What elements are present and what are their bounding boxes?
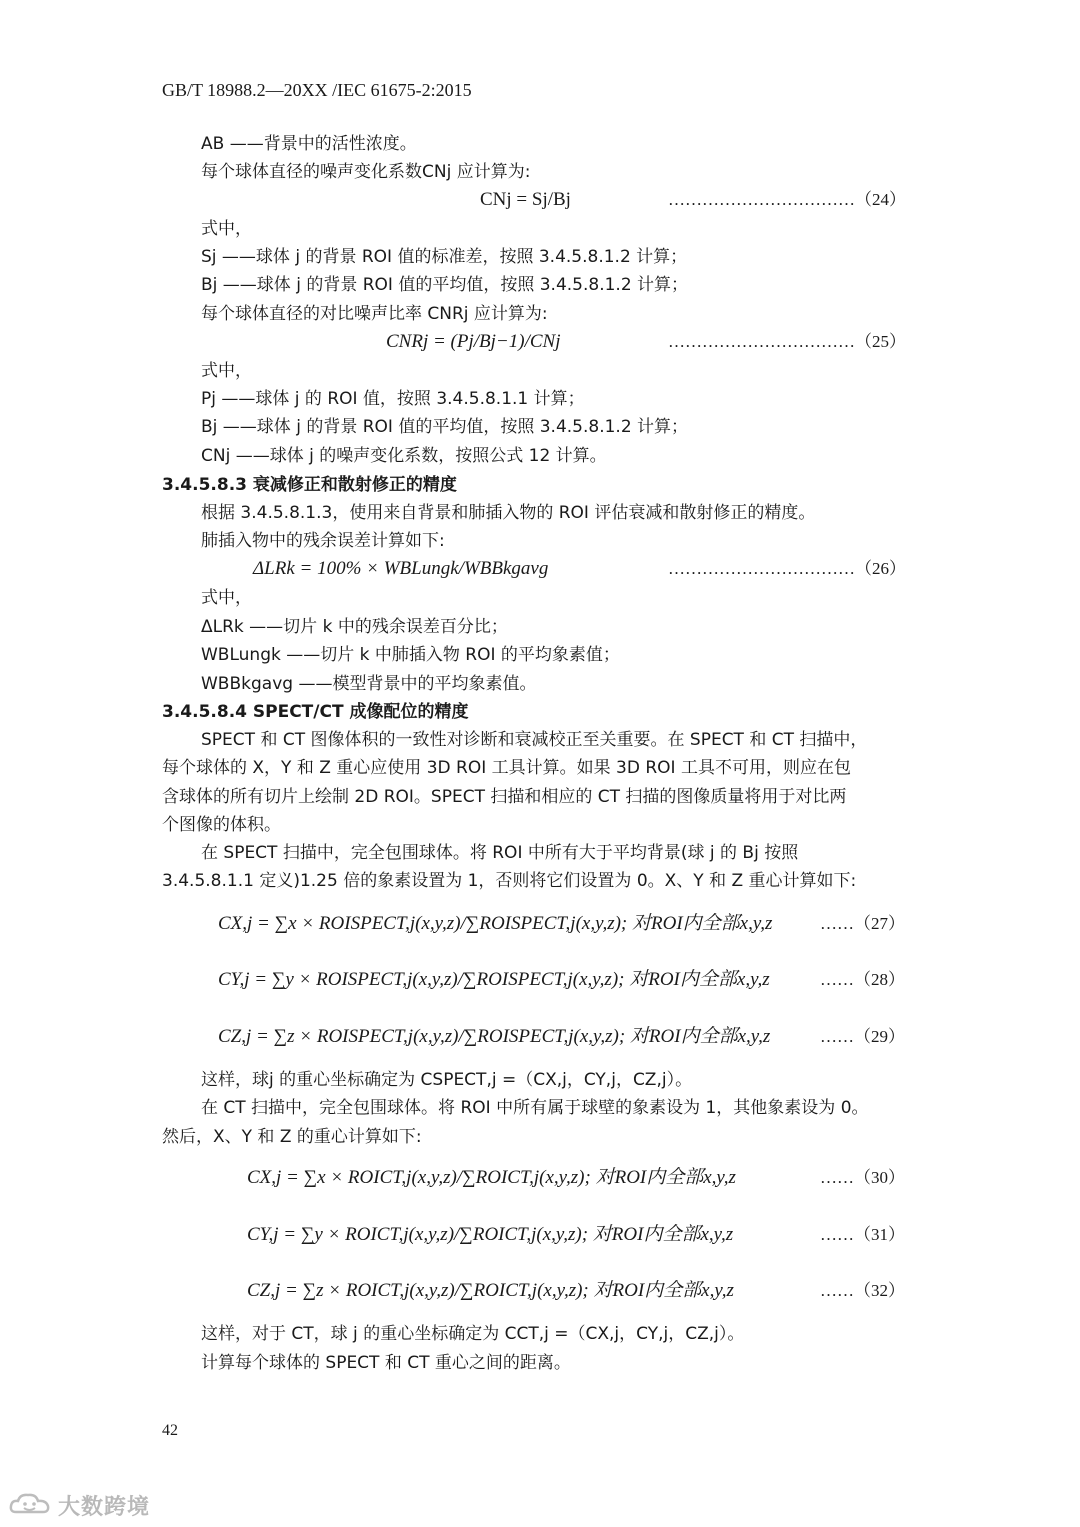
equation-25: CNRj = (Pj/Bj−1)/CNj [386,331,561,352]
para-distance: 计算每个球体的 SPECT 和 CT 重心之间的距离。 [201,1353,571,1373]
page-number: 42 [162,1422,178,1439]
def-bj: Bj ——球体 j 的背景 ROI 值的平均值，按照 3.4.5.8.1.2 计算； [201,275,689,295]
equation-number-27: ……（27） [820,914,905,933]
ct-centroid-result: 这样，对于 CT，球 j 的重心坐标确定为 CCT,j =（CX,j，CY,j，CZ,j）。 [201,1324,745,1344]
spect-centroid-result: 这样，球j 的重心坐标确定为 CSPECT,j =（CX,j，CY,j，CZ,j）。 [201,1070,693,1090]
equation-number-24: ……………………………（24） [668,190,906,209]
def-wblungk: WBLungk ——切片 k 中肺插入物 ROI 的平均象素值； [201,645,620,665]
equation-number-31: ……（31） [820,1225,905,1244]
def-ab: AB ——背景中的活性浓度。 [201,134,417,154]
equation-number-29: ……（29） [820,1027,905,1046]
where-label: 式中， [201,588,252,608]
para-spect-1: 在 SPECT 扫描中，完全包围球体。将 ROI 中所有大于平均背景(球 j 的 Bj 按照 [201,843,799,863]
watermark-text: 大数跨境 [58,1494,151,1520]
equation-number-32: ……（32） [820,1281,905,1300]
def-sj: Sj ——球体 j 的背景 ROI 值的标准差，按照 3.4.5.8.1.2 计算； [201,247,688,267]
equation-31: CY,j = ∑y × ROICT,j(x,y,z)/∑ROICT,j(x,y,z); 对ROI内全部x,y,z [247,1224,734,1245]
def-pj: Pj ——球体 j 的 ROI 值，按照 3.4.5.8.1.1 计算； [201,389,585,409]
equation-24: CNj = Sj/Bj [480,189,571,210]
equation-number-28: ……（28） [820,970,905,989]
equation-number-25: ……………………………（25） [668,332,906,351]
para-cnr-intro: 每个球体直径的对比噪声比率 CNRj 应计算为: [201,304,548,324]
para-spect-2: 3.4.5.8.1.1 定义)1.25 倍的象素设置为 1，否则将它们设置为 0。X、Y 和 Z 重心计算如下: [162,871,857,891]
def-dlrk: ΔLRk ——切片 k 中的残余误差百分比； [201,617,508,637]
para-registration-1: SPECT 和 CT 图像体积的一致性对诊断和衰减校正至关重要。在 SPECT 和 CT 扫描中， [201,730,868,750]
where-label: 式中， [201,361,252,381]
para-ct-1: 在 CT 扫描中，完全包围球体。将 ROI 中所有属于球壁的象素设为 1，其他象素设为 0。 [201,1098,869,1118]
equation-29: CZ,j = ∑z × ROISPECT,j(x,y,z)/∑ROISPECT,j(x,y,z); 对ROI内全部x,y,z [218,1026,771,1047]
equation-number-30: ……（30） [820,1168,905,1187]
para-registration-4: 个图像的体积。 [162,815,281,835]
equation-30: CX,j = ∑x × ROICT,j(x,y,z)/∑ROICT,j(x,y,z); 对ROI内全部x,y,z [247,1167,736,1188]
equation-32: CZ,j = ∑z × ROICT,j(x,y,z)/∑ROICT,j(x,y,z); 对ROI内全部x,y,z [247,1280,734,1301]
watermark [8,1488,150,1522]
section-heading-3-4-5-8-4: 3.4.5.8.4 SPECT/CT 成像配位的精度 [162,702,469,722]
para-ct-2: 然后，X、Y 和 Z 的重心计算如下: [162,1127,422,1147]
where-label: 式中， [201,219,252,239]
smiley-cloud-icon [8,1490,52,1520]
equation-26: ΔLRk = 100% × WBLungk/WBBkgavg [253,558,549,579]
equation-27: CX,j = ∑x × ROISPECT,j(x,y,z)/∑ROISPECT,j(x,y,z); 对ROI内全部x,y,z [218,913,773,934]
equation-number-26: ……………………………（26） [668,559,906,578]
para-residual-intro: 肺插入物中的残余误差计算如下: [201,531,445,551]
para-cn-intro: 每个球体直径的噪声变化系数CNj 应计算为: [201,162,531,182]
para-registration-3: 含球体的所有切片上绘制 2D ROI。SPECT 扫描和相应的 CT 扫描的图像质量将用于对比两 [162,787,847,807]
para-registration-2: 每个球体的 X，Y 和 Z 重心应使用 3D ROI 工具计算。如果 3D ROI 工具不可用，则应在包 [162,758,851,778]
para-accuracy: 根据 3.4.5.8.1.3，使用来自背景和肺插入物的 ROI 评估衰减和散射修正的精度。 [201,503,816,523]
section-heading-3-4-5-8-3: 3.4.5.8.3 衰减修正和散射修正的精度 [162,475,457,495]
def-cnj: CNj ——球体 j 的噪声变化系数，按照公式 12 计算。 [201,446,607,466]
standard-header: GB/T 18988.2—20XX /IEC 61675-2:2015 [162,80,472,100]
def-bj-2: Bj ——球体 j 的背景 ROI 值的平均值，按照 3.4.5.8.1.2 计算； [201,417,689,437]
def-wbbkgavg: WBBkgavg ——模型背景中的平均象素值。 [201,674,537,694]
equation-28: CY,j = ∑y × ROISPECT,j(x,y,z)/∑ROISPECT,j(x,y,z); 对ROI内全部x,y,z [218,969,770,990]
